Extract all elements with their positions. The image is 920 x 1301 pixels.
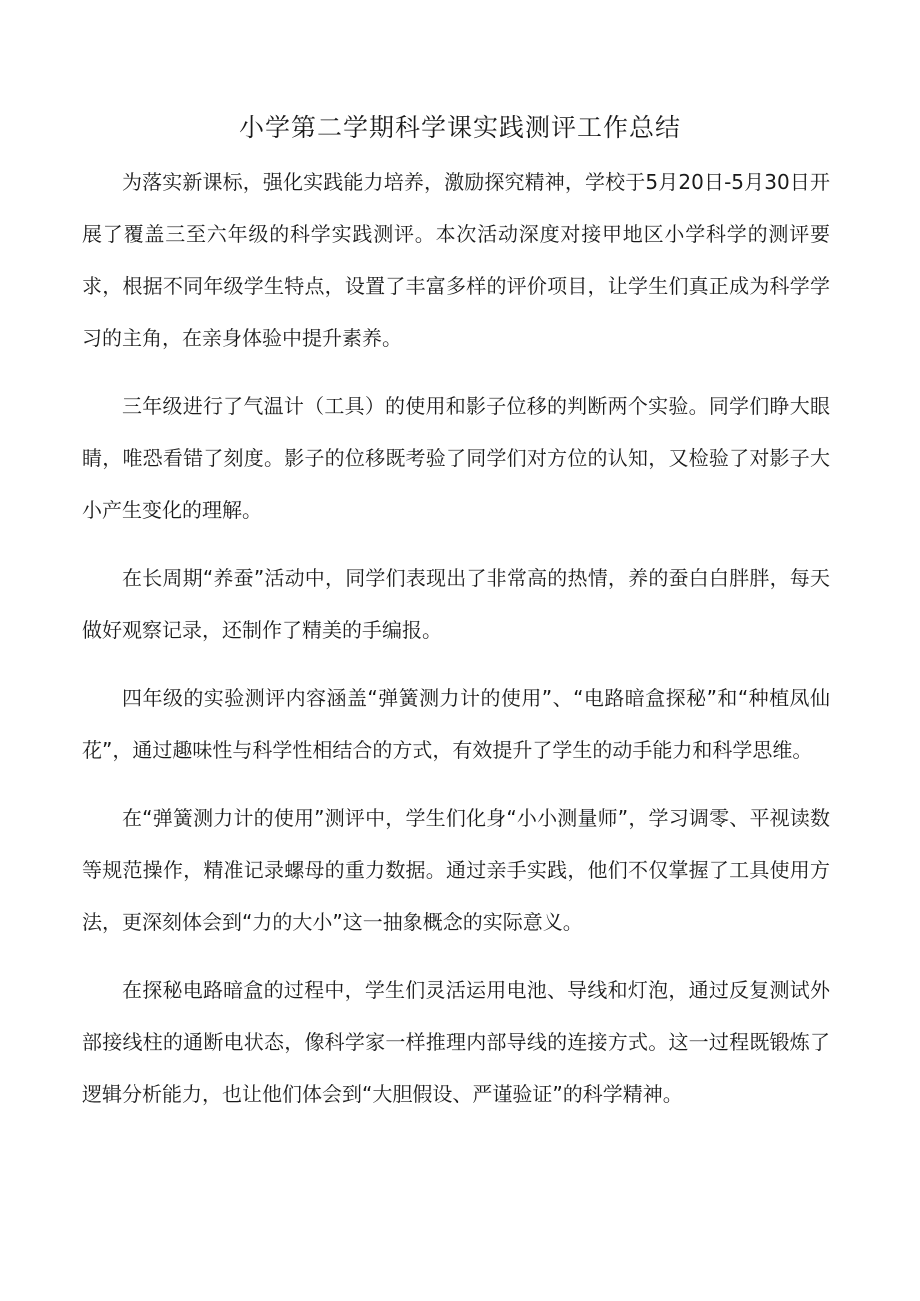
paragraph-silkworm: 在长周期“养蚕”活动中，同学们表现出了非常高的热情，养的蚕白白胖胖，每天做好观察记录，还制作了精美的手编报。	[82, 566, 830, 642]
document-body	[82, 156, 830, 1136]
paragraph-grade-four: 四年级的实验测评内容涵盖“弹簧测力计的使用”、“电路暗盒探秘”和“种植凤仙花”，通过趣味性与科学性相结合的方式，有效提升了学生的动手能力和科学思维。	[82, 686, 830, 762]
paragraph-grade-three: 三年级进行了气温计（工具）的使用和影子位移的判断两个实验。同学们睁大眼睛，唯恐看错了刻度。影子的位移既考验了同学们对方位的认知，又检验了对影子大小产生变化的理解。	[82, 394, 830, 522]
paragraph-circuit-box: 在探秘电路暗盒的过程中，学生们灵活运用电池、导线和灯泡，通过反复测试外部接线柱的通断电状态，像科学家一样推理内部导线的连接方式。这一过程既锻炼了逻辑分析能力，也让他们体会到“大胆假设、严谨验证”的科学精神。	[82, 978, 830, 1106]
paragraph-intro: 为落实新课标，强化实践能力培养，激励探究精神，学校于5月20日-5月30日开展了覆盖三至六年级的科学实践测评。本次活动深度对接甲地区小学科学的测评要求，根据不同年级学生特点，设置了丰富多样的评价项目，让学生们真正成为科学学习的主角，在亲身体验中提升素养。	[82, 170, 830, 350]
paragraph-spring-scale: 在“弹簧测力计的使用”测评中，学生们化身“小小测量师”，学习调零、平视读数等规范操作，精准记录螺母的重力数据。通过亲手实践，他们不仅掌握了工具使用方法，更深刻体会到“力的大小”这一抽象概念的实际意义。	[82, 806, 830, 934]
document-title: 小学第二学期科学课实践测评工作总结	[238, 113, 681, 142]
